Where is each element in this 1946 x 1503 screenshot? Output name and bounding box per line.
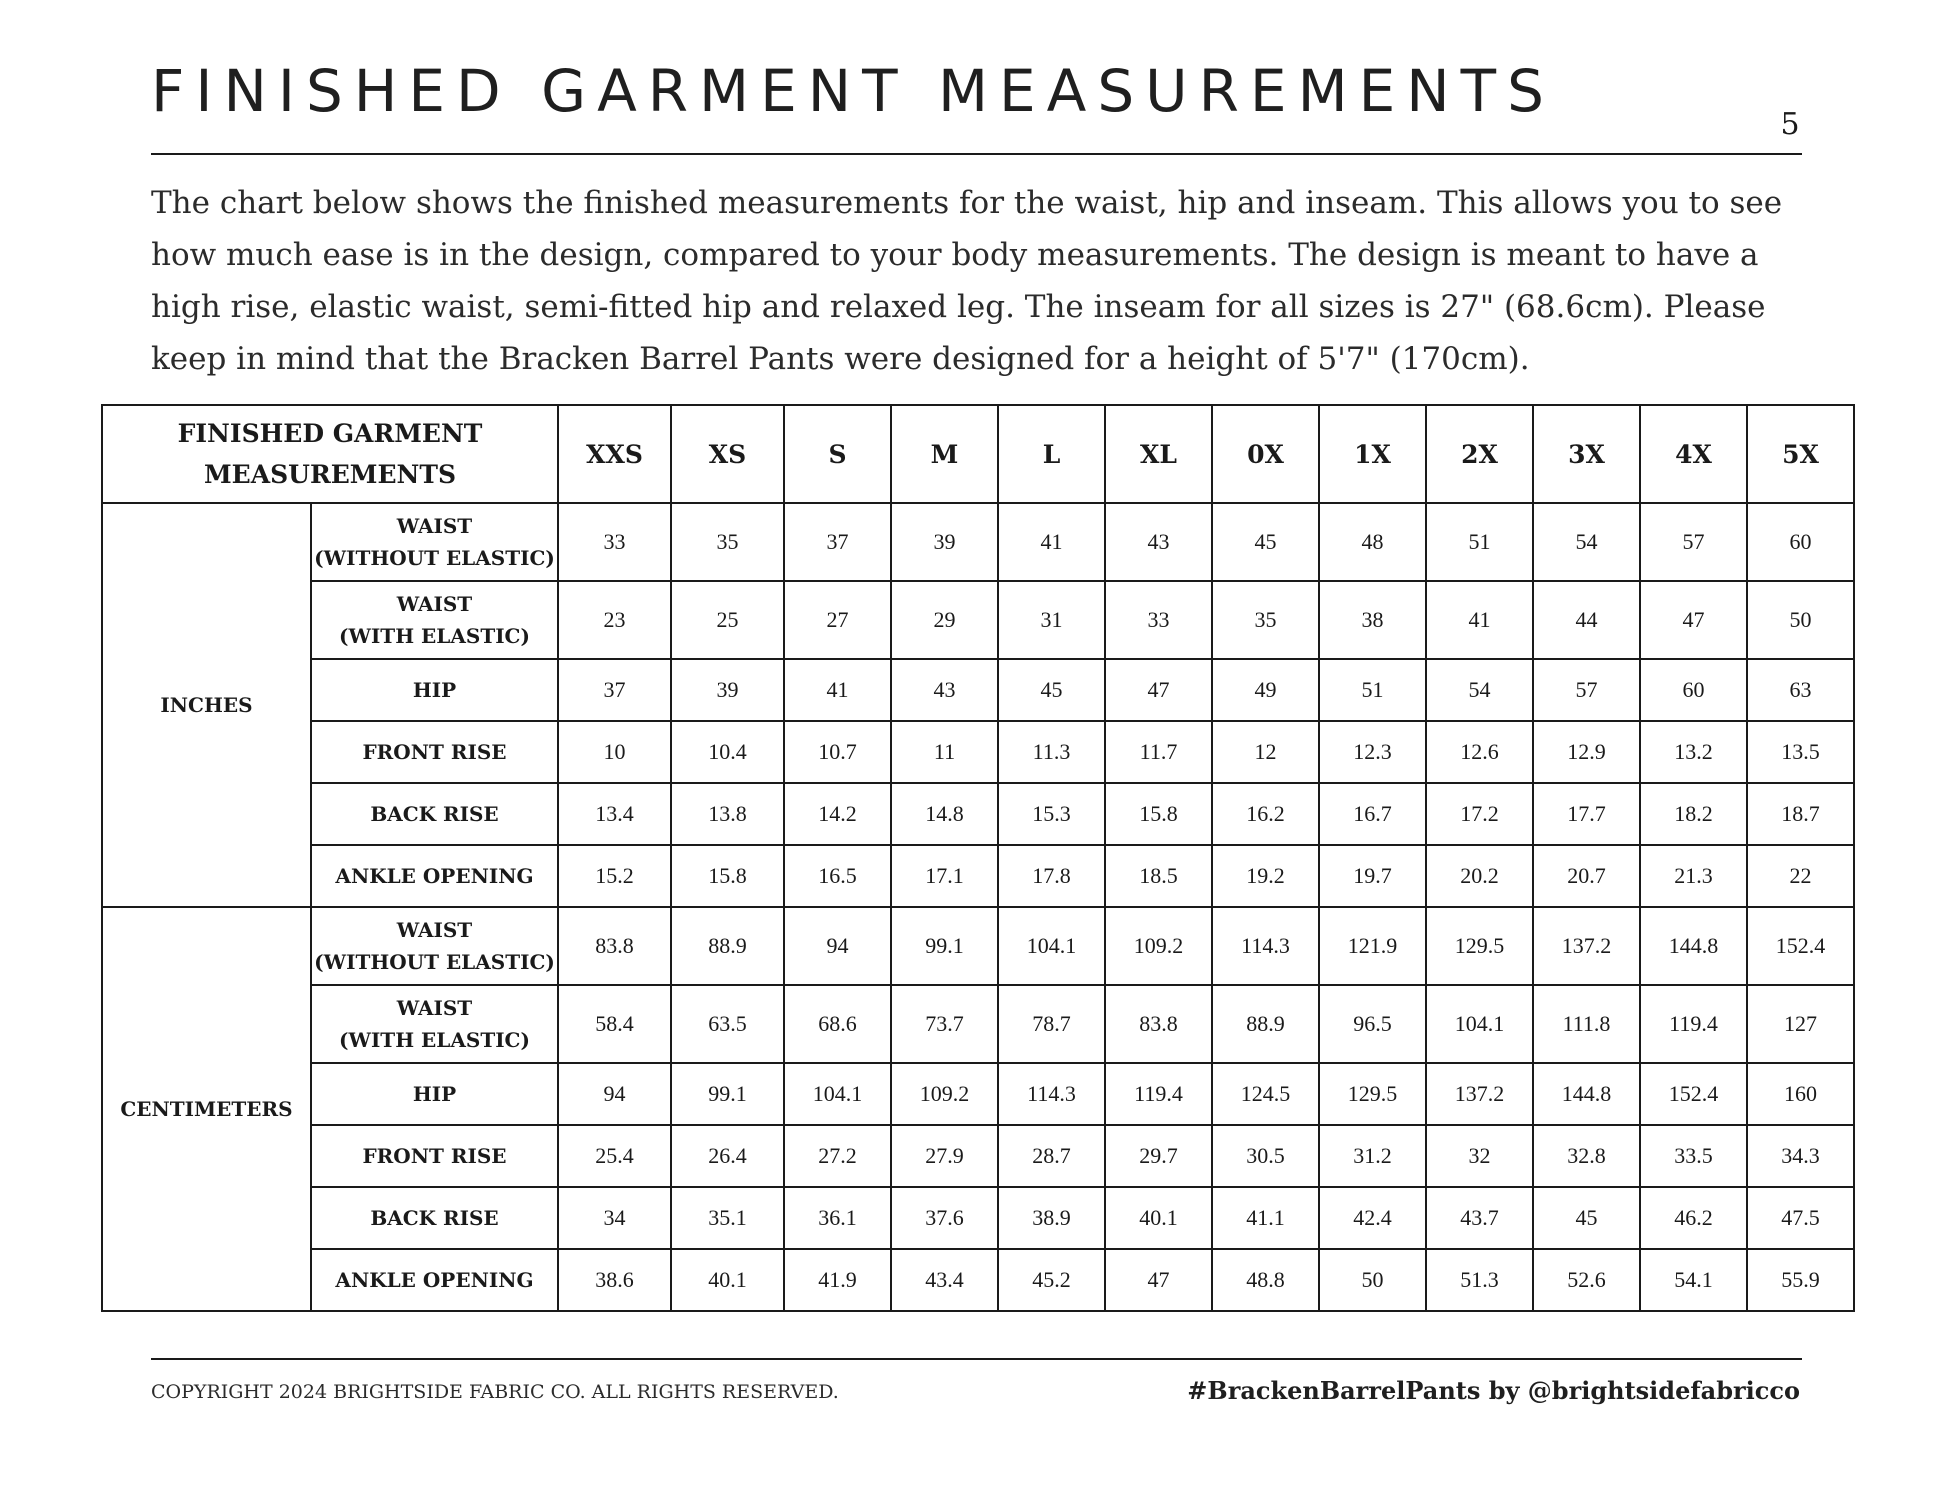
measurement-value: 124.5 [1212, 1063, 1319, 1125]
corner-header-line: FINISHED GARMENT [177, 419, 483, 448]
measurement-value: 34 [558, 1187, 671, 1249]
measurement-label [311, 783, 558, 845]
measurement-value: 114.3 [1212, 907, 1319, 985]
measurement-value: 20.2 [1426, 845, 1533, 907]
measurement-value: 47 [1105, 659, 1212, 721]
measurement-value: 88.9 [671, 907, 784, 985]
measurement-value: 43.4 [891, 1249, 998, 1311]
measurement-value: 33.5 [1640, 1125, 1747, 1187]
measurement-value: 10.7 [784, 721, 891, 783]
measurement-label-line: BACK RISE [370, 1206, 499, 1230]
measurement-value: 23 [558, 581, 671, 659]
size-header: 2X [1426, 405, 1533, 503]
measurement-value: 15.3 [998, 783, 1105, 845]
measurement-value: 16.5 [784, 845, 891, 907]
measurement-value: 109.2 [1105, 907, 1212, 985]
page-number: 5 [1780, 107, 1800, 142]
measurement-value: 50 [1319, 1249, 1426, 1311]
size-header: 5X [1747, 405, 1854, 503]
table-row [102, 1125, 1854, 1187]
measurement-value: 54.1 [1640, 1249, 1747, 1311]
measurement-value: 57 [1533, 659, 1640, 721]
measurement-value: 29.7 [1105, 1125, 1212, 1187]
measurement-value: 63.5 [671, 985, 784, 1063]
measurement-value: 27.2 [784, 1125, 891, 1187]
measurement-value: 40.1 [671, 1249, 784, 1311]
measurement-value: 104.1 [1426, 985, 1533, 1063]
measurement-value: 25 [671, 581, 784, 659]
size-header: M [891, 405, 998, 503]
measurement-value: 144.8 [1533, 1063, 1640, 1125]
measurement-value: 104.1 [784, 1063, 891, 1125]
size-header: XS [671, 405, 784, 503]
measurement-value: 152.4 [1640, 1063, 1747, 1125]
measurement-label-line: ANKLE OPENING [335, 1268, 534, 1292]
measurement-value: 22 [1747, 845, 1854, 907]
measurement-value: 13.4 [558, 783, 671, 845]
size-header: XL [1105, 405, 1212, 503]
measurement-label-line: WAIST [396, 918, 473, 942]
corner-header-line: MEASUREMENTS [203, 460, 457, 489]
measurement-value: 121.9 [1319, 907, 1426, 985]
measurement-value: 60 [1640, 659, 1747, 721]
measurement-value: 48 [1319, 503, 1426, 581]
measurement-value: 29 [891, 581, 998, 659]
measurement-value: 26.4 [671, 1125, 784, 1187]
measurement-value: 43.7 [1426, 1187, 1533, 1249]
measurement-label-line: WAIST [396, 592, 473, 616]
measurement-value: 144.8 [1640, 907, 1747, 985]
measurement-value: 10 [558, 721, 671, 783]
measurement-value: 32.8 [1533, 1125, 1640, 1187]
measurement-value: 60 [1747, 503, 1854, 581]
measurement-value: 47.5 [1747, 1187, 1854, 1249]
measurement-value: 20.7 [1533, 845, 1640, 907]
measurement-value: 10.4 [671, 721, 784, 783]
table-row [102, 721, 1854, 783]
size-header: 3X [1533, 405, 1640, 503]
measurement-label-line: HIP [412, 1082, 457, 1106]
measurement-value: 11 [891, 721, 998, 783]
measurement-value: 15.8 [1105, 783, 1212, 845]
measurement-label [311, 581, 558, 659]
measurement-label-line: BACK RISE [370, 802, 499, 826]
measurement-value: 13.5 [1747, 721, 1854, 783]
measurement-value: 35.1 [671, 1187, 784, 1249]
measurement-value: 37 [558, 659, 671, 721]
measurement-value: 54 [1533, 503, 1640, 581]
footer-divider [151, 1358, 1802, 1360]
measurement-value: 51.3 [1426, 1249, 1533, 1311]
measurement-value: 58.4 [558, 985, 671, 1063]
measurement-value: 42.4 [1319, 1187, 1426, 1249]
measurement-value: 94 [558, 1063, 671, 1125]
measurement-label-line: ANKLE OPENING [335, 864, 534, 888]
measurement-label-line: (WITH ELASTIC) [339, 1028, 530, 1052]
measurement-value: 68.6 [784, 985, 891, 1063]
measurement-value: 18.2 [1640, 783, 1747, 845]
measurement-value: 36.1 [784, 1187, 891, 1249]
size-header: 1X [1319, 405, 1426, 503]
table-row [102, 907, 1854, 985]
measurement-value: 14.8 [891, 783, 998, 845]
measurement-value: 45 [998, 659, 1105, 721]
table-row [102, 1063, 1854, 1125]
measurement-value: 11.7 [1105, 721, 1212, 783]
measurement-value: 28.7 [998, 1125, 1105, 1187]
measurement-value: 78.7 [998, 985, 1105, 1063]
measurement-value: 30.5 [1212, 1125, 1319, 1187]
measurement-value: 55.9 [1747, 1249, 1854, 1311]
measurement-value: 57 [1640, 503, 1747, 581]
measurement-label-line: WAIST [396, 514, 473, 538]
table-row [102, 1187, 1854, 1249]
measurement-value: 51 [1426, 503, 1533, 581]
measurement-value: 51 [1319, 659, 1426, 721]
measurement-value: 41 [1426, 581, 1533, 659]
measurement-value: 41.1 [1212, 1187, 1319, 1249]
measurement-value: 119.4 [1105, 1063, 1212, 1125]
unit-group-label: CENTIMETERS [102, 907, 311, 1311]
measurement-label [311, 659, 558, 721]
measurement-value: 99.1 [891, 907, 998, 985]
measurement-label [311, 845, 558, 907]
table-row [102, 985, 1854, 1063]
size-header: XXS [558, 405, 671, 503]
measurement-value: 27 [784, 581, 891, 659]
measurement-value: 88.9 [1212, 985, 1319, 1063]
measurement-label-line: WAIST [396, 996, 473, 1020]
measurement-value: 104.1 [998, 907, 1105, 985]
measurement-value: 41 [784, 659, 891, 721]
measurement-value: 15.8 [671, 845, 784, 907]
measurement-value: 152.4 [1747, 907, 1854, 985]
measurement-value: 109.2 [891, 1063, 998, 1125]
measurement-value: 17.7 [1533, 783, 1640, 845]
table-row [102, 845, 1854, 907]
measurement-value: 119.4 [1640, 985, 1747, 1063]
measurement-value: 14.2 [784, 783, 891, 845]
measurement-value: 32 [1426, 1125, 1533, 1187]
unit-group-label: INCHES [102, 503, 311, 907]
measurement-value: 96.5 [1319, 985, 1426, 1063]
table-header-row [102, 405, 1854, 503]
measurement-value: 45 [1212, 503, 1319, 581]
measurement-value: 54 [1426, 659, 1533, 721]
measurement-value: 50 [1747, 581, 1854, 659]
measurement-label [311, 1063, 558, 1125]
measurement-label [311, 503, 558, 581]
measurement-value: 45.2 [998, 1249, 1105, 1311]
measurement-value: 12.9 [1533, 721, 1640, 783]
measurement-value: 52.6 [1533, 1249, 1640, 1311]
measurement-value: 37 [784, 503, 891, 581]
measurement-value: 137.2 [1426, 1063, 1533, 1125]
measurement-value: 33 [558, 503, 671, 581]
measurement-value: 114.3 [998, 1063, 1105, 1125]
measurement-value: 33 [1105, 581, 1212, 659]
measurement-value: 19.7 [1319, 845, 1426, 907]
measurement-value: 34.3 [1747, 1125, 1854, 1187]
measurement-label-line: (WITHOUT ELASTIC) [314, 546, 555, 570]
measurement-value: 12.3 [1319, 721, 1426, 783]
size-header: 4X [1640, 405, 1747, 503]
measurement-value: 99.1 [671, 1063, 784, 1125]
table-corner-header [102, 405, 558, 503]
measurement-label-line: (WITH ELASTIC) [339, 624, 530, 648]
measurement-label-line: FRONT RISE [362, 1144, 507, 1168]
size-header: 0X [1212, 405, 1319, 503]
measurement-value: 44 [1533, 581, 1640, 659]
measurement-label [311, 1125, 558, 1187]
measurement-value: 39 [671, 659, 784, 721]
measurement-value: 38.6 [558, 1249, 671, 1311]
measurement-value: 38 [1319, 581, 1426, 659]
measurement-value: 129.5 [1426, 907, 1533, 985]
measurement-value: 17.2 [1426, 783, 1533, 845]
measurement-value: 41.9 [784, 1249, 891, 1311]
measurement-value: 43 [1105, 503, 1212, 581]
measurement-value: 12 [1212, 721, 1319, 783]
measurement-label [311, 985, 558, 1063]
social-hashtag: #BrackenBarrelPants by @brightsidefabricco [1187, 1376, 1800, 1405]
measurement-value: 35 [671, 503, 784, 581]
measurement-value: 83.8 [558, 907, 671, 985]
measurement-value: 73.7 [891, 985, 998, 1063]
measurement-value: 25.4 [558, 1125, 671, 1187]
size-header: L [998, 405, 1105, 503]
measurement-label-line: FRONT RISE [362, 740, 507, 764]
measurement-value: 17.8 [998, 845, 1105, 907]
measurement-label [311, 1249, 558, 1311]
measurement-value: 16.2 [1212, 783, 1319, 845]
measurement-value: 41 [998, 503, 1105, 581]
size-header: S [784, 405, 891, 503]
measurement-value: 13.2 [1640, 721, 1747, 783]
table-row [102, 659, 1854, 721]
measurement-value: 21.3 [1640, 845, 1747, 907]
page-title: FINISHED GARMENT MEASUREMENTS [151, 57, 1555, 125]
measurement-value: 45 [1533, 1187, 1640, 1249]
measurement-value: 16.7 [1319, 783, 1426, 845]
measurement-value: 94 [784, 907, 891, 985]
copyright-notice: COPYRIGHT 2024 BRIGHTSIDE FABRIC CO. ALL RIGHTS RESERVED. [151, 1381, 839, 1403]
measurement-value: 43 [891, 659, 998, 721]
measurement-value: 35 [1212, 581, 1319, 659]
measurement-value: 18.5 [1105, 845, 1212, 907]
measurement-value: 12.6 [1426, 721, 1533, 783]
measurement-value: 129.5 [1319, 1063, 1426, 1125]
measurement-value: 18.7 [1747, 783, 1854, 845]
measurement-label-line: HIP [412, 678, 457, 702]
measurement-value: 63 [1747, 659, 1854, 721]
measurement-value: 31 [998, 581, 1105, 659]
measurement-value: 38.9 [998, 1187, 1105, 1249]
measurement-value: 39 [891, 503, 998, 581]
measurement-label [311, 1187, 558, 1249]
measurement-value: 11.3 [998, 721, 1105, 783]
measurement-value: 47 [1640, 581, 1747, 659]
table-row [102, 1249, 1854, 1311]
measurement-value: 49 [1212, 659, 1319, 721]
measurements-table [101, 404, 1855, 1312]
title-divider [151, 153, 1802, 155]
table-row [102, 783, 1854, 845]
measurement-value: 19.2 [1212, 845, 1319, 907]
intro-paragraph: The chart below shows the finished measurements for the waist, hip and inseam. This allows you to see how much ease is in the design, compared to your body measurements. The design is meant to have a high rise, elastic waist, semi-fitted hip and relaxed leg. The inseam for all sizes is 27" (68.6cm). Please keep in mind that the Bracken Barrel Pants were designed for a height of 5'7" (170cm). [151, 185, 1783, 377]
measurement-value: 83.8 [1105, 985, 1212, 1063]
measurement-value: 48.8 [1212, 1249, 1319, 1311]
measurement-value: 40.1 [1105, 1187, 1212, 1249]
measurement-value: 37.6 [891, 1187, 998, 1249]
measurement-value: 111.8 [1533, 985, 1640, 1063]
measurement-value: 46.2 [1640, 1187, 1747, 1249]
measurement-value: 127 [1747, 985, 1854, 1063]
measurement-value: 31.2 [1319, 1125, 1426, 1187]
measurement-value: 160 [1747, 1063, 1854, 1125]
table-row [102, 581, 1854, 659]
measurement-value: 27.9 [891, 1125, 998, 1187]
measurement-value: 13.8 [671, 783, 784, 845]
measurement-label [311, 907, 558, 985]
measurement-value: 15.2 [558, 845, 671, 907]
measurement-label [311, 721, 558, 783]
measurement-label-line: (WITHOUT ELASTIC) [314, 950, 555, 974]
measurement-value: 137.2 [1533, 907, 1640, 985]
table-row [102, 503, 1854, 581]
measurement-value: 17.1 [891, 845, 998, 907]
measurement-value: 47 [1105, 1249, 1212, 1311]
